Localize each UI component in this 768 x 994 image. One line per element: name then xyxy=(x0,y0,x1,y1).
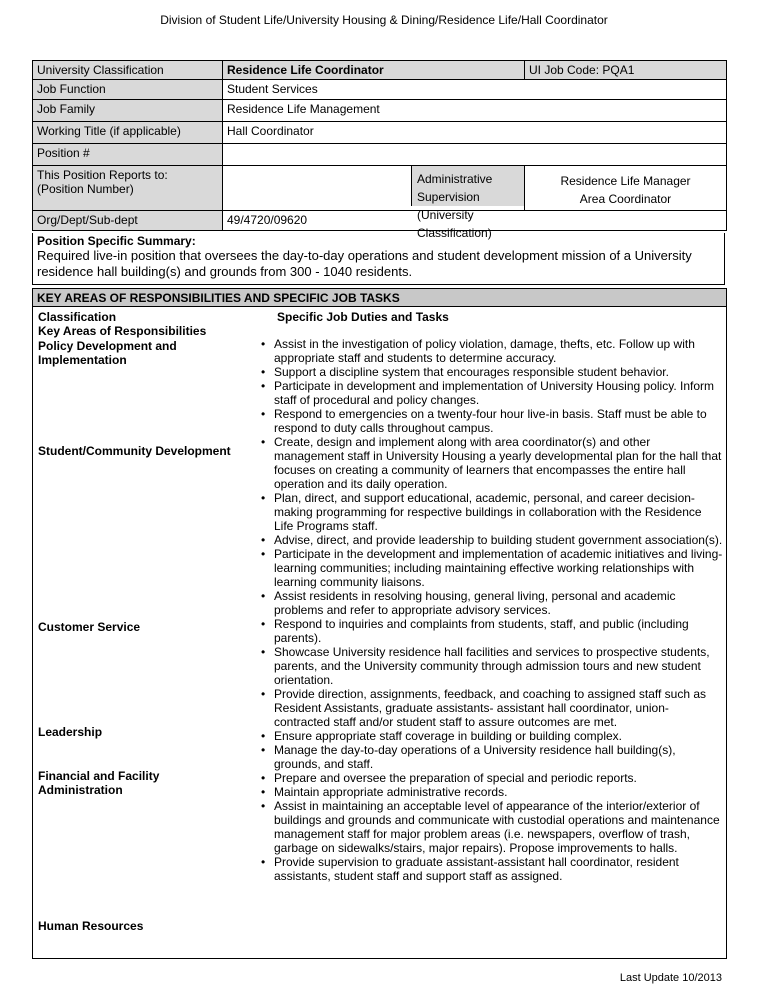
task-item: • Respond to emergencies on a twenty-four hour live-in basis. Staff must be able to respond to duty calls throughout campus. xyxy=(261,407,723,435)
position-info-table xyxy=(32,60,727,240)
tasks-column-heading: Specific Job Duties and Tasks xyxy=(277,310,449,324)
reports-to-label xyxy=(33,166,223,211)
summary-text: Required live-in position that oversees the day-to-day operations and student development mission of a University residence hall building(s) and grounds from 300 - 1040 residents. xyxy=(37,248,692,279)
task-item: • Assist in maintaining an acceptable level of appearance of the interior/exterior of buildings and grounds and communicate with custodial operations and maintenance management staff for major problem areas (i.e. newspapers, overflow of trash, garbage on sidewalks/stairs, major repairs). Propose improvements to halls. xyxy=(261,799,723,855)
task-item: • Respond to inquiries and complaints from students, staff, and public (including parents). xyxy=(261,617,723,645)
key-areas-heading: KEY AREAS OF RESPONSIBILITIES AND SPECIFIC JOB TASKS xyxy=(32,288,727,307)
area-label: Customer Service xyxy=(38,620,141,634)
task-item: • Support a discipline system that encourages responsible student behavior. xyxy=(261,365,723,379)
summary-title: Position Specific Summary: xyxy=(37,234,196,248)
task-item: • Participate in the development and implementation of academic initiatives and living-learning communities; including maintaining effective working relationships with learning community liaisons. xyxy=(261,547,723,589)
position-summary xyxy=(32,233,725,285)
task-item: • Manage the day-to-day operations of a University residence hall building(s), grounds, and staff. xyxy=(261,743,723,771)
task-item: • Participate in development and implementation of University Housing policy. Inform staff of procedural and policy changes. xyxy=(261,379,723,407)
job-code: UI Job Code: PQA1 xyxy=(525,61,727,80)
job-family-label: Job Family xyxy=(33,100,223,122)
task-item: • Maintain appropriate administrative records. xyxy=(261,785,723,799)
last-update-footer: Last Update 10/2013 xyxy=(619,972,722,984)
admin-supervision-line1: Administrative Supervision xyxy=(417,172,493,204)
task-item: • Provide supervision to graduate assistant-assistant hall coordinator, resident assistants, student staff and support staff as assigned. xyxy=(261,855,723,883)
task-item: • Assist in the investigation of policy violation, damage, thefts, etc. Follow up with appropriate staff and students to determine accuracy. xyxy=(261,337,723,365)
university-classification-value: Residence Life Coordinator xyxy=(223,61,525,80)
supervisor-value xyxy=(525,166,727,211)
job-function-value: Student Services xyxy=(223,80,727,100)
supervisor-line1: Residence Life Manager xyxy=(560,174,691,188)
area-label: Student/Community Development xyxy=(38,444,231,458)
classification-heading-line2: Key Areas of Responsibilities xyxy=(38,324,207,338)
task-item: • Prepare and oversee the preparation of special and periodic reports. xyxy=(261,771,723,785)
reports-to-label-line2: (Position Number) xyxy=(37,182,134,196)
task-item: • Advise, direct, and provide leadership to building student government association(s). xyxy=(261,533,723,547)
working-title-value: Hall Coordinator xyxy=(223,122,727,144)
task-item: • Assist residents in resolving housing, general living, personal and academic problems and refer to appropriate advisory services. xyxy=(261,589,723,617)
job-function-label: Job Function xyxy=(33,80,223,100)
university-classification-label: University Classification xyxy=(33,61,223,80)
area-label: Leadership xyxy=(38,725,103,739)
reports-to-label-line1: This Position Reports to: xyxy=(37,168,168,182)
reports-to-value xyxy=(223,166,412,206)
task-item: • Provide direction, assignments, feedback, and coaching to assigned staff such as Resident Assistants, graduate assistants- assistant hall coordinator, union-contracted staff and/or student staff to assure outcomes are met. xyxy=(261,687,723,729)
task-item: • Plan, direct, and support educational, academic, personal, and career decision-making programming for respective buildings in collaboration with the Residence Life Programs staff. xyxy=(261,491,723,533)
working-title-label: Working Title (if applicable) xyxy=(33,122,223,144)
position-number-value xyxy=(223,144,727,166)
position-number-label: Position # xyxy=(33,144,223,166)
area-label: Financial and Facility Administration xyxy=(38,769,160,797)
task-item: • Showcase University residence hall facilities and services to prospective students, parents, and the University community through admission tours and new student orientation. xyxy=(261,645,723,687)
task-item: • Create, design and implement along with area coordinator(s) and other management staff in University Housing a yearly developmental plan for the hall that focuses on creating a community of learners that encompasses the entire hall operation and its daily operation. xyxy=(261,435,723,491)
admin-supervision-label xyxy=(412,166,524,240)
task-item: • Ensure appropriate staff coverage in building or building complex. xyxy=(261,729,723,743)
job-family-value: Residence Life Management xyxy=(223,100,727,122)
admin-supervision-line2: (University Classification) xyxy=(417,208,492,240)
supervisor-line2: Area Coordinator xyxy=(579,192,672,206)
org-label: Org/Dept/Sub-dept xyxy=(33,211,223,231)
page-header: Division of Student Life/University Housing & Dining/Residence Life/Hall Coordinator xyxy=(160,13,608,27)
org-value: 49/4720/09620 xyxy=(223,211,727,231)
classification-heading-line1: Classification xyxy=(38,310,117,324)
responsibilities-section xyxy=(32,307,727,959)
task-list xyxy=(261,337,723,883)
area-label: Policy Development and Implementation xyxy=(38,339,177,367)
classification-column-heading xyxy=(38,310,206,338)
area-label: Human Resources xyxy=(38,919,144,933)
